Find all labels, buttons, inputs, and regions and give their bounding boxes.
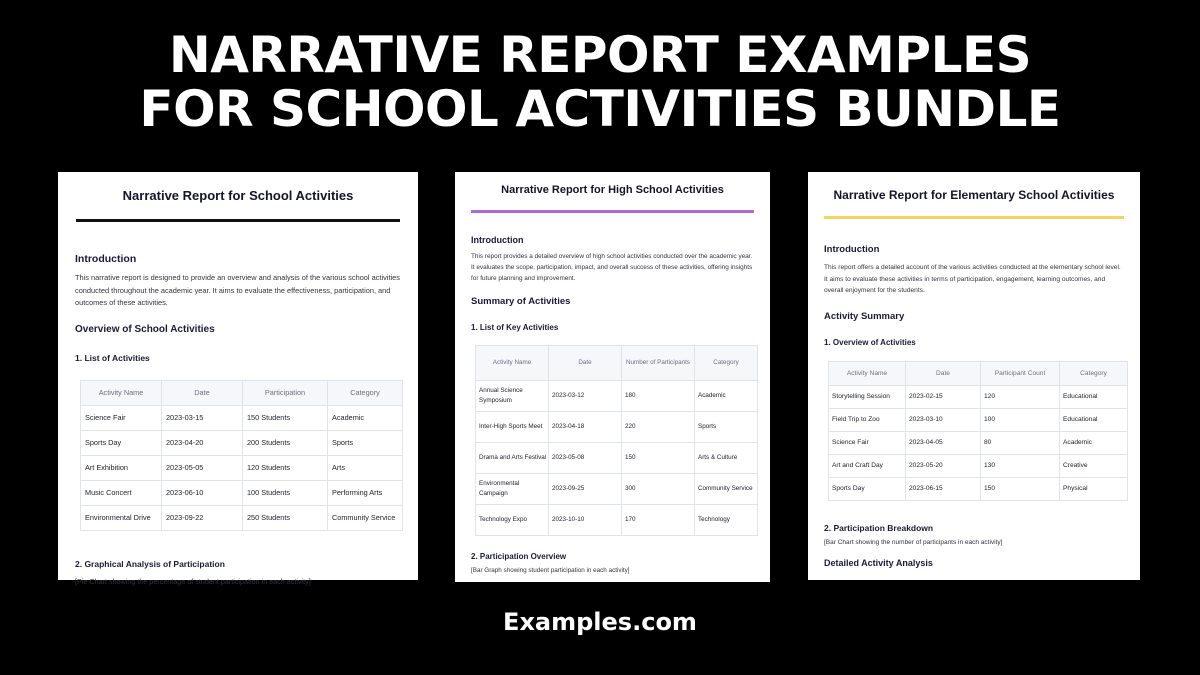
title-rule	[824, 216, 1124, 219]
table-cell: 2023-05-08	[549, 443, 622, 474]
intro-heading: Introduction	[471, 235, 524, 245]
table-row	[81, 505, 403, 530]
table-cell: 180	[622, 381, 695, 412]
table-cell: Arts	[328, 455, 403, 480]
table-cell: Inter-High Sports Meet	[476, 412, 549, 443]
table-cell: Physical	[1060, 477, 1128, 500]
list-heading: 1. List of Activities	[75, 352, 150, 363]
table-cell: 2023-02-15	[906, 385, 981, 408]
graph-note: [Pie Chart showing the percentage of student participation in each activity]	[75, 576, 311, 586]
table-row	[81, 430, 403, 455]
intro-text: This report offers a detailed account of the various activities conducted at the elementary school level. It aims to evaluate these activities in terms of participation, engagement, learning outcomes, and overall enjoyment for the students.	[824, 264, 1121, 294]
table-cell: 120	[981, 385, 1060, 408]
table-cell: Annual Science Symposium	[476, 381, 549, 412]
activities-table	[475, 345, 758, 536]
title-rule	[76, 219, 400, 222]
table-cell: Creative	[1060, 454, 1128, 477]
table-row	[829, 431, 1128, 454]
report-card-elementary	[808, 172, 1140, 580]
table-cell: Art and Craft Day	[829, 454, 906, 477]
intro-heading: Introduction	[824, 244, 880, 255]
table-cell: Community Service	[695, 474, 758, 505]
table-cell: Technology	[695, 505, 758, 536]
activities-table	[828, 361, 1128, 501]
table-header: Category	[328, 380, 403, 405]
table-cell: 80	[981, 431, 1060, 454]
table-row	[829, 385, 1128, 408]
table-cell: Art Exhibition	[81, 455, 162, 480]
headline-line-2: FOR SCHOOL ACTIVITIES BUNDLE	[139, 80, 1061, 138]
headline-line-1: NARRATIVE REPORT EXAMPLES	[168, 26, 1032, 84]
table-header: Participant Count	[981, 361, 1060, 385]
table-row	[476, 443, 758, 474]
table-header: Date	[549, 346, 622, 381]
summary-heading: Summary of Activities	[471, 296, 571, 307]
table-cell: 150	[981, 477, 1060, 500]
table-cell: Academic	[328, 405, 403, 430]
table-cell: 2023-05-05	[162, 455, 243, 480]
table-header: Activity Name	[81, 380, 162, 405]
table-header-row	[476, 346, 758, 381]
table-cell: Sports Day	[81, 430, 162, 455]
table-cell: 2023-10-10	[549, 505, 622, 536]
intro-heading: Introduction	[75, 253, 137, 265]
table-row	[81, 480, 403, 505]
table-header: Activity Name	[829, 361, 906, 385]
table-cell: Community Service	[328, 505, 403, 530]
table-cell: Sports	[695, 412, 758, 443]
table-cell: 2023-04-05	[906, 431, 981, 454]
table-cell: 2023-03-15	[162, 405, 243, 430]
intro-text: This report provides a detailed overview of high school activities conducted over the academic year. It evaluates the scope, participation, impact, and overall success of these activities, offering insights for future planning and improvement.	[471, 253, 753, 282]
table-cell: Sports Day	[829, 477, 906, 500]
table-cell: Storytelling Session	[829, 385, 906, 408]
table-cell: 170	[622, 505, 695, 536]
table-cell: Educational	[1060, 385, 1128, 408]
table-row	[476, 505, 758, 536]
table-header-row	[829, 361, 1128, 385]
table-cell: Technology Expo	[476, 505, 549, 536]
activities-table	[80, 380, 403, 531]
table-cell: Performing Arts	[328, 480, 403, 505]
page-headline	[0, 28, 1200, 136]
table-header: Category	[695, 346, 758, 381]
table-header: Number of Participants	[622, 346, 695, 381]
report-title: Narrative Report for Elementary School Activities	[833, 188, 1115, 202]
detail-heading: Detailed Activity Analysis	[824, 557, 933, 568]
overview-heading: Overview of School Activities	[75, 323, 215, 335]
table-cell: 2023-03-10	[906, 408, 981, 431]
table-cell: 2023-04-18	[549, 412, 622, 443]
table-cell: 2023-06-15	[906, 477, 981, 500]
table-cell: 220	[622, 412, 695, 443]
graph-heading: 2. Participation Overview	[471, 552, 567, 561]
table-cell: 100 Students	[243, 480, 328, 505]
table-cell: Academic	[1060, 431, 1128, 454]
table-cell: Educational	[1060, 408, 1128, 431]
table-header-row	[81, 380, 403, 405]
table-row	[829, 477, 1128, 500]
graph-heading: 2. Graphical Analysis of Participation	[75, 558, 225, 569]
table-header: Date	[162, 380, 243, 405]
table-cell: 120 Students	[243, 455, 328, 480]
summary-heading: Activity Summary	[824, 310, 905, 322]
table-cell: Music Concert	[81, 480, 162, 505]
table-row	[81, 405, 403, 430]
table-header: Participation	[243, 380, 328, 405]
table-cell: 2023-05-20	[906, 454, 981, 477]
title-rule	[471, 210, 754, 213]
breakdown-note: [Bar Chart showing the number of participants in each activity]	[824, 538, 1003, 546]
table-cell: Academic	[695, 381, 758, 412]
table-cell: 200 Students	[243, 430, 328, 455]
site-brand: Examples.com	[503, 608, 697, 636]
overview-heading: 1. Overview of Activities	[824, 337, 916, 347]
table-row	[829, 408, 1128, 431]
table-header: Activity Name	[476, 346, 549, 381]
table-cell: 2023-03-12	[549, 381, 622, 412]
table-row	[476, 412, 758, 443]
report-title: Narrative Report for School Activities	[122, 188, 354, 203]
table-cell: 130	[981, 454, 1060, 477]
table-cell: Sports	[328, 430, 403, 455]
table-header: Category	[1060, 361, 1128, 385]
table-cell: 100	[981, 408, 1060, 431]
list-heading: 1. List of Key Activities	[471, 323, 559, 332]
table-row	[81, 455, 403, 480]
table-cell: Field Trip to Zoo	[829, 408, 906, 431]
intro-text: This narrative report is designed to provide an overview and analysis of the various school activities conducted throughout the academic year. It aims to evaluate the effectiveness, participation, and outcomes of these activities.	[75, 273, 400, 307]
table-cell: 2023-09-25	[549, 474, 622, 505]
table-row	[476, 474, 758, 505]
breakdown-heading: 2. Participation Breakdown	[824, 522, 934, 533]
table-cell: Arts & Culture	[695, 443, 758, 474]
graph-note: [Bar Graph showing student participation in each activity]	[471, 567, 630, 574]
report-card-school	[58, 172, 418, 586]
table-cell: Science Fair	[81, 405, 162, 430]
table-cell: Science Fair	[829, 431, 906, 454]
table-cell: Drama and Arts Festival	[476, 443, 549, 474]
table-cell: 2023-06-10	[162, 480, 243, 505]
table-cell: 250 Students	[243, 505, 328, 530]
report-title: Narrative Report for High School Activities	[501, 184, 724, 196]
table-cell: Environmental Campaign	[476, 474, 549, 505]
table-row	[829, 454, 1128, 477]
table-row	[476, 381, 758, 412]
table-cell: Environmental Drive	[81, 505, 162, 530]
table-cell: 150 Students	[243, 405, 328, 430]
table-header: Date	[906, 361, 981, 385]
table-cell: 2023-04-20	[162, 430, 243, 455]
table-cell: 2023-09-22	[162, 505, 243, 530]
report-card-high-school	[455, 172, 770, 582]
table-cell: 150	[622, 443, 695, 474]
table-cell: 300	[622, 474, 695, 505]
